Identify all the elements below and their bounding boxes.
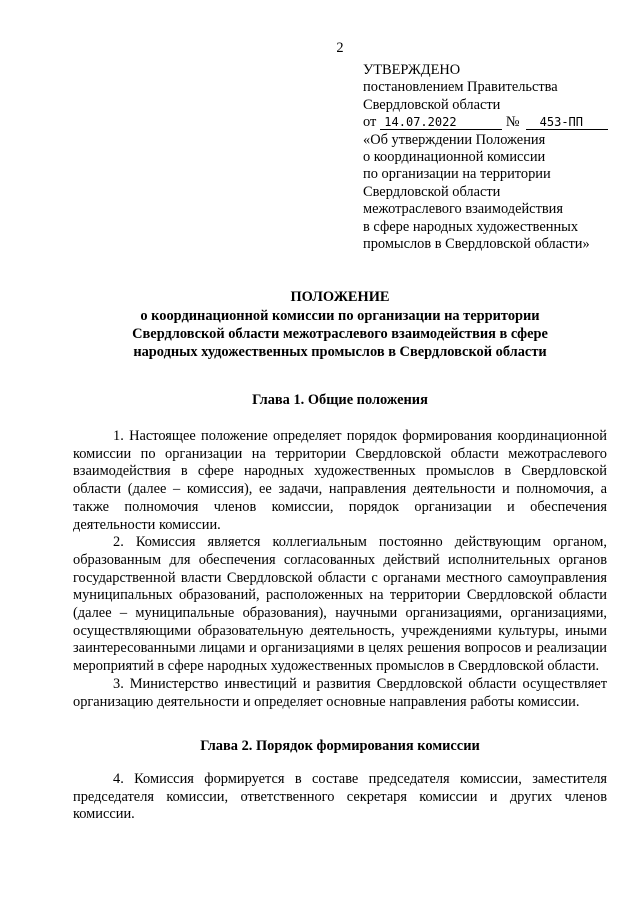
approval-about-line: промыслов в Свердловской области»	[363, 236, 590, 253]
approval-about-line: Свердловской области	[363, 183, 501, 200]
title-sub-line: народных художественных промыслов в Свердловской области	[133, 344, 547, 360]
approval-line-1: постановлением Правительства	[363, 79, 558, 96]
paragraph: 2. Комиссия является коллегиальным постоянно действующим органом, образованным для обеспечения согласованных действий исполнительных органов государственной власти Свердловской области с органами местного самоуправления муниципальных образований, расположенных на территории Свердловской области (далее – муниципальные образования), научными организациями, организациями, осуществляющими образовательную деятельность, учреждениями культуры, иными заинтересованными лицами и организациями в целях решения вопросов и реализации мероприятий в сфере народных художественных промыслов в Свердловской области.	[73, 534, 607, 675]
approval-about-line: в сфере народных художественных	[363, 218, 579, 235]
chapter-2-body	[73, 771, 607, 824]
paragraph: 1. Настоящее положение определяет порядок формирования координационной комиссии по организации на территории Свердловской области межотраслевого взаимодействия в сфере народных художественных промыслов в Свердловской области (далее – комиссия), ее задачи, направления деятельности и полномочия, а также полномочия членов комиссии, порядок организации и обеспечения деятельности комиссии.	[73, 428, 607, 533]
chapter-1-body	[73, 428, 607, 711]
chapter-1-heading: Глава 1. Общие положения	[252, 392, 428, 408]
approval-date-number-line	[363, 114, 623, 131]
approval-stamp-block	[363, 62, 623, 253]
approval-about-line: «Об утверждении Положения	[363, 131, 546, 148]
title-sub-line: о координационной комиссии по организации на территории	[140, 308, 540, 324]
approval-about-line: по организации на территории	[363, 166, 551, 183]
approval-date: 14.07.2022	[380, 116, 502, 130]
approval-line-2: Свердловской области	[363, 96, 501, 113]
chapter-2-heading: Глава 2. Порядок формирования комиссии	[200, 738, 480, 754]
paragraph: 3. Министерство инвестиций и развития Свердловской области осуществляет организацию деятельности и определяет основные направления работы комиссии.	[73, 675, 607, 710]
number-prefix: №	[505, 114, 520, 131]
date-prefix: от	[363, 114, 377, 131]
approval-number: 453-ПП	[526, 116, 608, 130]
paragraph: 4. Комиссия формируется в составе председателя комиссии, заместителя председателя комиссии, ответственного секретаря комиссии и других членов комиссии.	[73, 771, 607, 823]
approval-heading: УТВЕРЖДЕНО	[363, 62, 461, 78]
title-sub-line: Свердловской области межотраслевого взаимодействия в сфере	[132, 326, 548, 342]
approval-about-line: межотраслевого взаимодействия	[363, 201, 563, 218]
document-title	[100, 288, 580, 361]
title-main: ПОЛОЖЕНИЕ	[290, 289, 390, 305]
page-number: 2	[336, 40, 344, 56]
approval-about-line: о координационной комиссии	[363, 149, 546, 166]
